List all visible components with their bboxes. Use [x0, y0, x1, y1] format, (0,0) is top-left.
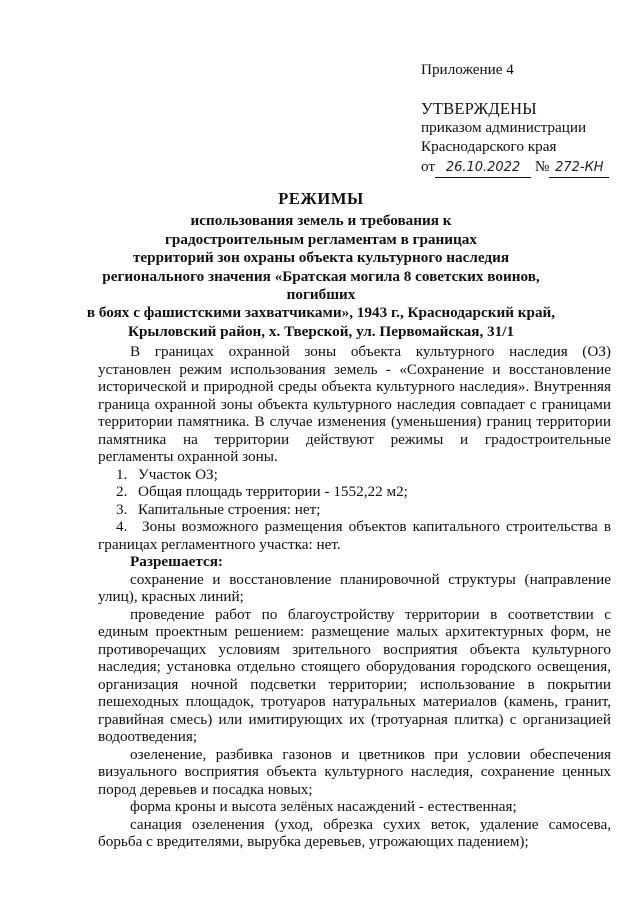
- heading-line: регионального значения «Братская могила 8 советских воинов, погибших: [102, 267, 540, 304]
- allowed-heading: Разрешается:: [130, 553, 223, 570]
- item-number: 1.: [116, 465, 128, 483]
- heading-line: в боях с фашистскими захватчиками», 1943 г., Краснодарский край,: [86, 304, 556, 322]
- item-text: Зоны возможного размещения объектов капитального строительства в границах регламентного участка: нет.: [98, 518, 611, 553]
- item-number: 3.: [116, 500, 128, 518]
- item-text: Капитальные строения: нет;: [138, 500, 321, 518]
- handwritten-number: 272-КН: [549, 158, 609, 178]
- handwritten-date: 26.10.2022: [435, 158, 531, 178]
- allowed-item: озеленение, разбивка газонов и цветников при условии обеспечения визуального восприятия объекта культурного наследия, сохранение ценных пород деревьев и посадка новых;: [98, 745, 611, 798]
- approval-block: [421, 60, 631, 178]
- heading-title: РЕЖИМЫ: [278, 189, 364, 208]
- annex-label: Приложение 4: [421, 61, 514, 78]
- item-text: Участок ОЗ;: [138, 465, 218, 483]
- approval-date-row: [421, 157, 631, 178]
- allowed-item: форма кроны и высота зелёных насаждений - естественная;: [130, 798, 517, 815]
- item-number: 4.: [116, 518, 128, 535]
- number-prefix: №: [534, 158, 550, 175]
- heading-line: использования земель и требования к: [190, 212, 452, 230]
- heading-line: Крыловский район, х. Тверской, ул. Первомайская, 31/1: [127, 322, 515, 340]
- approval-line: Краснодарского края: [421, 138, 557, 155]
- intro-paragraph: В границах охранной зоны объекта культурного наследия (ОЗ) установлен режим использования земель - «Сохранение и восстановление исторической и природной среды объекта культурного наследия». Внутренняя граница охранной зоны объекта культурного наследия совпадает с границами территории памятника. В случае изменения (уменьшения) границ территории памятника на территории действуют режимы и градостроительные регламенты охранной зоны.: [98, 343, 611, 465]
- date-prefix: от: [421, 158, 436, 175]
- document-heading: [78, 190, 564, 341]
- heading-line: территорий зон охраны объекта культурного наследия: [132, 249, 510, 267]
- approval-line: приказом администрации: [421, 119, 587, 136]
- numbered-item: [98, 483, 611, 501]
- allowed-item: проведение работ по благоустройству территории в соответствии с единым проектным решением: размещение малых архитектурных форм, не противоречащих условиям зрительного восприятия объекта культурного наследия; установка отдельно стоящего оборудования городского освещения, организация ночной подсветки территории; использование в покрытии пешеходных площадок, тротуаров натуральных материалов (камень, гранит, гравийная смесь) или имитирующих их (тротуарная плитка) с организацией водоотведения;: [98, 605, 611, 745]
- item-number: 2.: [116, 483, 128, 500]
- heading-line: градостроительным регламентам в границах: [165, 230, 477, 248]
- numbered-item: [98, 501, 611, 519]
- allowed-item: санация озеленения (уход, обрезка сухих веток, удаление самосева, борьба с вредителями, вырубка деревьев, угрожающих падением);: [98, 815, 611, 850]
- allowed-item: сохранение и восстановление планировочной структуры (направление улиц), красных линий;: [98, 570, 611, 605]
- document-body: [98, 343, 611, 851]
- item-text: Общая площадь территории - 1552,22 м2;: [138, 483, 408, 500]
- numbered-item: [98, 518, 611, 553]
- numbered-item: [98, 466, 611, 484]
- approved-label: УТВЕРЖДЕНЫ: [421, 99, 537, 118]
